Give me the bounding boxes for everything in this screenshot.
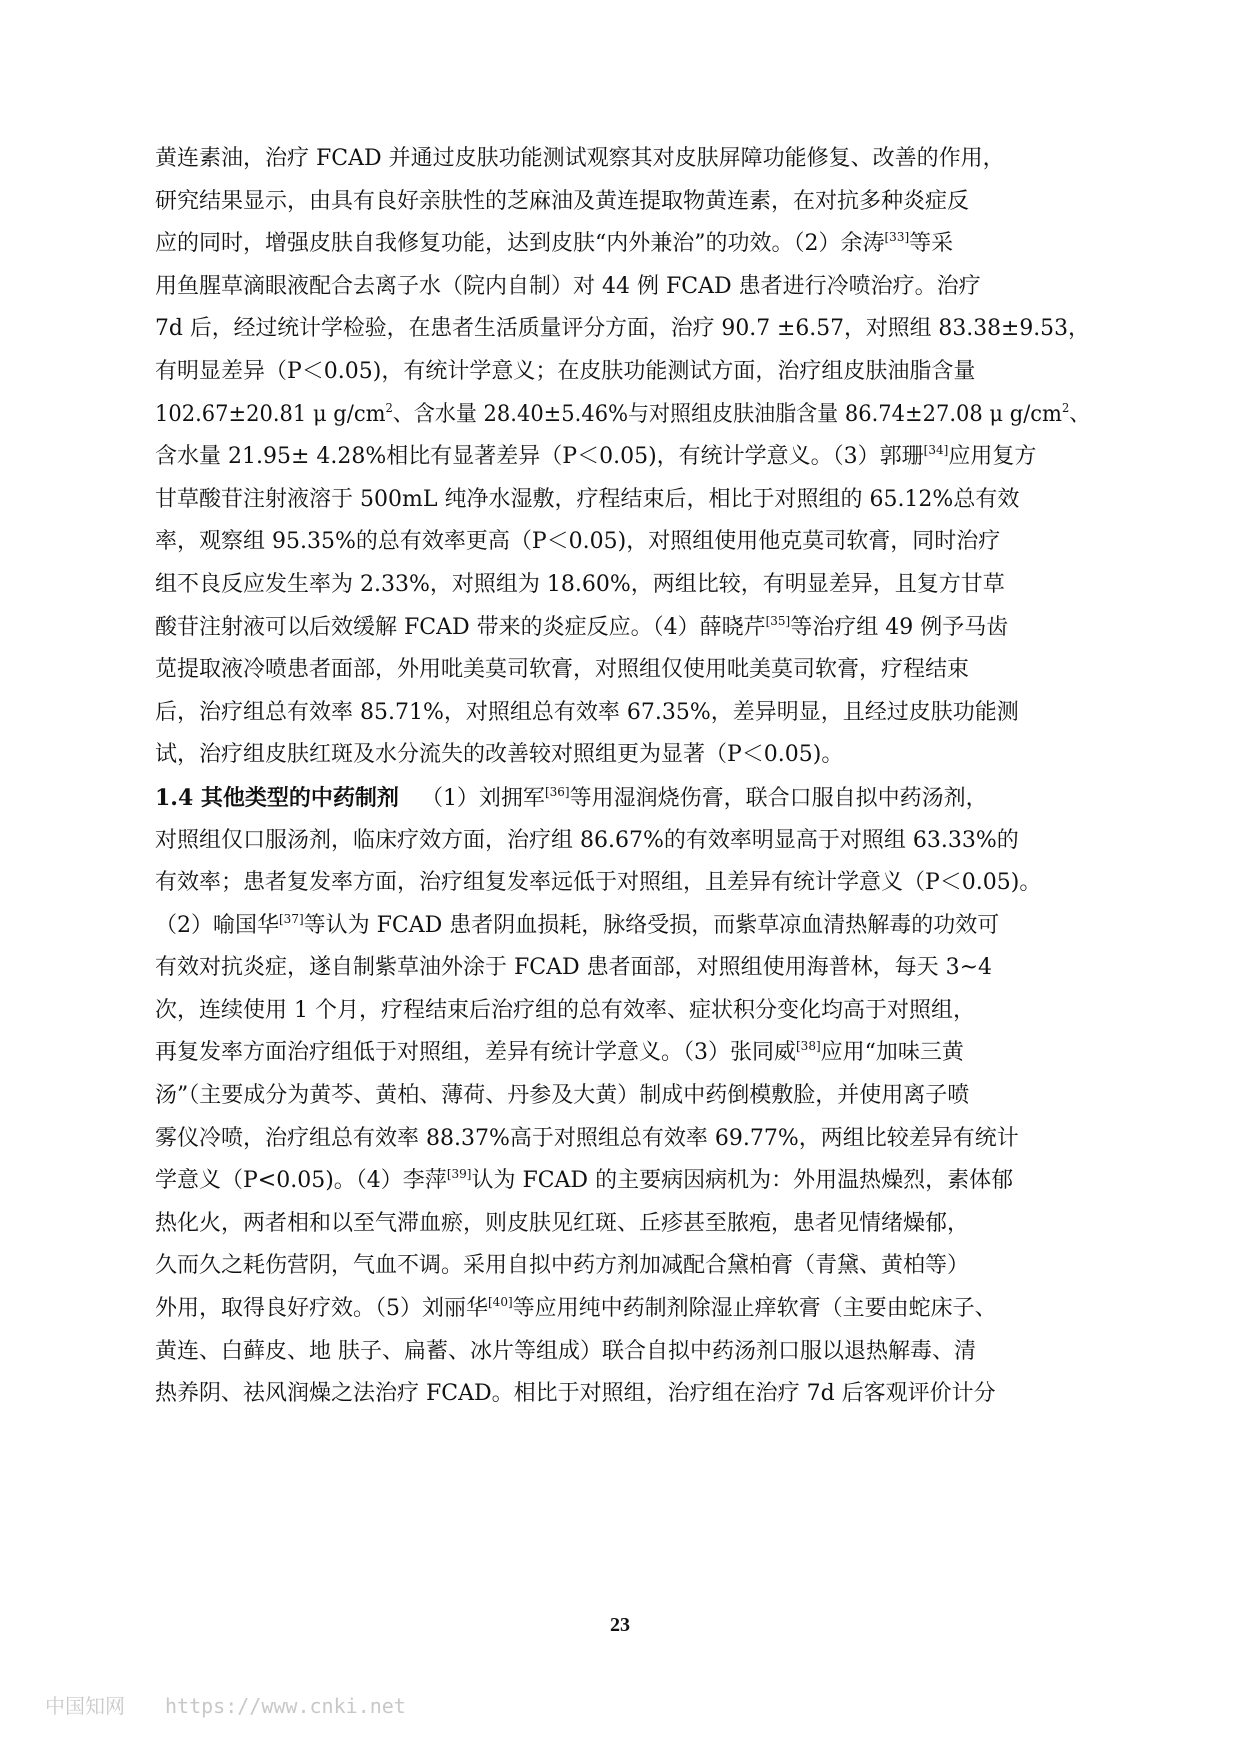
text-line: 后，治疗组总有效率 85.71%，对照组总有效率 67.35%，差异明显，且经过皮肤功能测 [155,699,1019,725]
text-line: 再复发率方面治疗组低于对照组，差异有统计学意义。（3）张同威[38]应用“加味三黄 [155,1039,964,1066]
citation-ref: [38] [796,1039,821,1054]
text-line: 黄连素油，治疗 FCAD 并通过皮肤功能测试观察其对皮肤屏障功能修复、改善的作用， [155,146,1005,171]
citation-ref: [34] [923,443,949,458]
text-line: 热养阴、祛风润燥之法治疗 FCAD。相比于对照组，治疗组在治疗 7d 后客观评价计分 [155,1381,996,1407]
text-line: 102.67±20.81 μ $g/cm^2$、含水量 28.40±5.46%与对照组皮肤油脂含量 86.74±27.08 μ $g/cm^2$、 [155,400,1091,427]
text-line: 用鱼腥草滴眼液配合去离子水（院内自制）对 44 例 FCAD 患者进行冷喷治疗。治疗 [155,273,981,299]
text-line: 酸苷注射液可以后效缓解 FCAD 带来的炎症反应。（4）薛晓芹[35]等治疗组 49 例予马齿 [155,613,1009,640]
text-line: 汤”（主要成分为黄芩、黄柏、薄荷、丹参及大黄）制成中药倒模敷脸，并使用离子喷 [155,1083,970,1109]
text-line: 苋提取液冷喷患者面部，外用吡美莫司软膏，对照组仅使用吡美莫司软膏，疗程结束 [155,657,970,683]
text-line: 应的同时，增强皮肤自我修复功能，达到皮肤“内外兼治”的功效。（2）余涛[33]等采 [155,230,954,257]
cnki-watermark [45,1690,406,1719]
watermark-site-name: 中国知网 [45,1694,125,1718]
text-line: 久而久之耗伤营阴，气血不调。采用自拟中药方剂加减配合黛柏膏（青黛、黄柏等） [155,1253,970,1279]
superscript: 2 [1061,400,1070,415]
text-line: 率，观察组 95.35%的总有效率更高（P＜0.05)，对照组使用他克莫司软膏，同时治疗 [155,529,1001,555]
page-number: 23 [610,1614,630,1636]
text-line: 黄连、白藓皮、地 肤子、扁蓄、冰片等组成）联合自拟中药汤剂口服以退热解毒、清 [155,1338,976,1364]
text-line: 试，治疗组皮肤红斑及水分流失的改善较对照组更为显著（P＜0.05)。 [155,742,844,768]
citation-ref: [40] [488,1295,513,1310]
text-line: 次，连续使用 1 个月，疗程结束后治疗组的总有效率、症状积分变化均高于对照组， [155,997,975,1023]
watermark-url: https://www.cnki.net [165,1694,406,1718]
text-line: （2）喻国华[37]等认为 FCAD 患者阴血损耗，脉络受损，而紫草凉血清热解毒的功效可 [155,911,1000,938]
text-line: 外用，取得良好疗效。（5）刘丽华[40]等应用纯中药制剂除湿止痒软膏（主要由蛇床子、 [155,1295,997,1322]
citation-ref: [35] [765,613,791,628]
text-line: 组不良反应发生率为 2.33%，对照组为 18.60%，两组比较，有明显差异，且复方甘草 [155,571,1005,597]
citation-ref: [37] [279,911,304,926]
text-line: 雾仪冷喷，治疗组总有效率 88.37%高于对照组总有效率 69.77%，两组比较差异有统计 [155,1125,1019,1151]
body-text [155,138,1090,1416]
text-line: 甘草酸苷注射液溶于 500mL 纯净水湿敷，疗程结束后，相比于对照组的 65.12%总有效 [155,486,1020,512]
citation-ref: [33] [884,230,910,245]
citation-ref: [36] [544,784,570,799]
superscript: 2 [385,400,393,415]
text-line: 有效率；患者复发率方面，治疗组复发率远低于对照组，且差异有统计学意义（P＜0.05)。 [155,870,1042,896]
citation-ref: [39] [446,1167,472,1182]
text-line: 含水量 21.95± 4.28%相比有显著差异（P＜0.05)，有统计学意义。（3）郭珊[34]应用复方 [155,443,1037,470]
text-line: 学意义（P<0.05)。（4）李萍[39]认为 FCAD 的主要病因病机为：外用温热燥烈，素体郁 [155,1167,1014,1194]
text-line: 有明显差异（P＜0.05)，有统计学意义；在皮肤功能测试方面，治疗组皮肤油脂含量 [155,358,976,384]
text-line: 热化火，两者相和以至气滞血瘀，则皮肤见红斑、丘疹甚至脓疱，患者见情绪燥郁， [155,1210,970,1236]
text-line: 7d 后，经过统计学检验，在患者生活质量评分方面，治疗 90.7 ±6.57，对照组 83.38±9.53， [155,316,1090,342]
text-line: 对照组仅口服汤剂，临床疗效方面，治疗组 86.67%的有效率明显高于对照组 63.33%的 [155,827,1019,853]
text-line: 1.4 其他类型的中药制剂 （1）刘拥军[36]等用湿润烧伤膏，联合口服自拟中药汤剂， [155,784,988,811]
section-heading: 1.4 其他类型的中药制剂 [155,784,399,811]
text-line: 研究结果显示，由具有良好亲肤性的芝麻油及黄连提取物黄连素，在对抗多种炎症反 [155,188,970,214]
text-line: 有效对抗炎症，遂自制紫草油外涂于 FCAD 患者面部，对照组使用海普林，每天 3~4 [155,955,993,981]
